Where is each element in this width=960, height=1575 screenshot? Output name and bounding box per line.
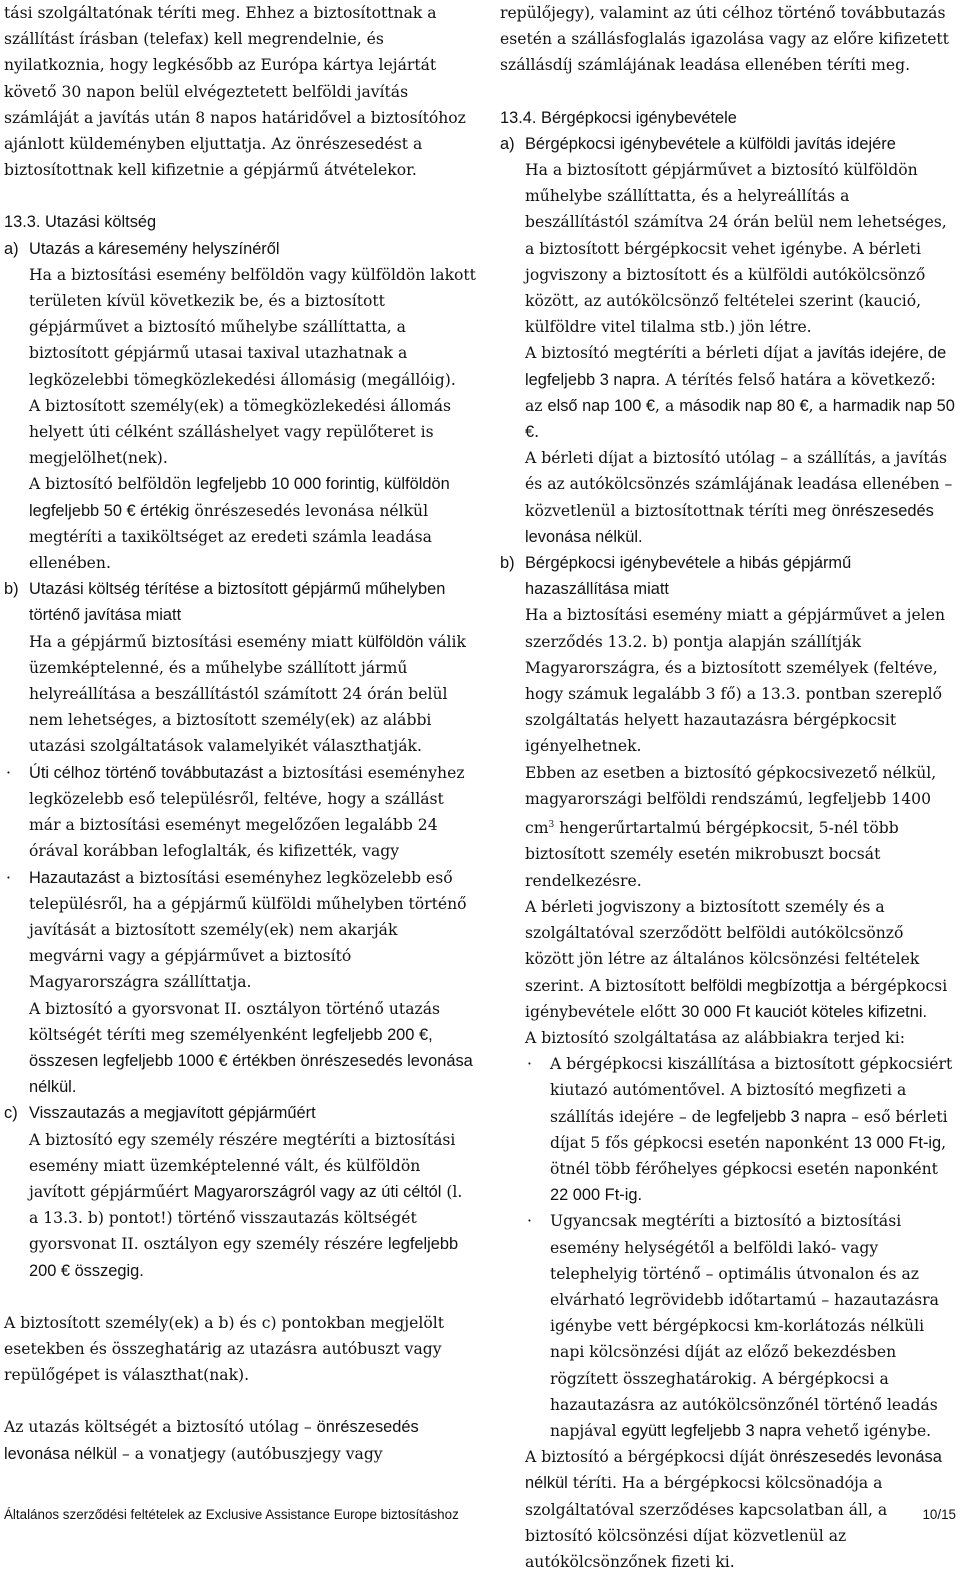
bullet-icon: · [527, 1212, 532, 1231]
item-b-label: b) [500, 554, 515, 573]
item-b-paragraph-1: Ha a gépjármű biztosítási esemény miatt külföldön válik üzemképtelenné, és a műhelybe szállított jármű helyreállítása a beszállítástól számított 24 órán belül nem lehetséges, a biztosított személy(ek) az alábbi utazási szolgáltatások valamelyikét választhatják. [29, 632, 466, 756]
item-b [500, 550, 956, 1051]
bullet-icon: · [6, 868, 11, 887]
right-intro-paragraph: repülőjegy), valamint az úti célhoz történő továbbutazás esetén a szállásfoglalás igazolása vagy az előre kifizetett szállásdíj számlájának leadása ellenében téríti meg. [500, 4, 949, 75]
item-b [4, 576, 476, 759]
item-b-paragraph-3: A bérleti jogviszony a biztosított személy és a szolgáltatóval szerződött belföldi autókölcsönző között jön létre az általános kölcsönzési feltételek szerint. A biztosított belföldi megbízottja a bérgépkocsi igénybevétele előtt 30 000 Ft kauciót köteles kifizetni. [525, 897, 948, 1021]
item-c-title: Visszautazás a megjavított gépjárműért [29, 1104, 316, 1123]
page-number: 10/15 [922, 1507, 956, 1522]
item-a-title: Utazás a káresemény helyszínéről [29, 239, 280, 258]
section-13-3-title: 13.3. Utazási költség [4, 213, 157, 232]
item-b-paragraph-2: A biztosító a gyorsvonat II. osztályon történő utazás költségét téríti meg személyenként legfeljebb 200 €, összesen legfeljebb 1000 € értékben önrészesedés levonása nélkül. [29, 999, 473, 1097]
item-a-label: a) [4, 239, 19, 258]
item-b-paragraph-2: Ebben az esetben a biztosító gépkocsivezető nélkül, magyarországi belföldi rendszámú, legfeljebb 1400 $cm^3$ hengerűrtartalmú bérgépkocsit, 5-nél több biztosított személy esetén mikrobuszt bocsát rendelkezésre. [525, 763, 937, 890]
right-end-paragraph: A biztosító a bérgépkocsi díját önrészesedés levonása nélkül téríti. Ha a bérgépkocsi kölcsönadója a szolgáltatóval szerződéses kapcsolatban áll, a biztosító kölcsönzési díjat közvetlenül az autókölcsönzőnek fizeti ki. [525, 1448, 942, 1571]
item-a-label: a) [500, 134, 515, 153]
bullet-car-delivery: · A bérgépkocsi kiszállítása a biztosított gépkocsiért kiutazó autómentővel. A biztosító megfizeti a szállítás idejére – de legfeljebb 3 napra – eső bérleti díjat 5 fős gépkocsi esetén naponként 13 000 Ft-ig, ötnél több férőhelyes gépkocsi esetén naponként 22 000 Ft-ig. [525, 1051, 956, 1208]
item-b-paragraph-4: A biztosító szolgáltatása az alábbiakra terjed ki: [525, 1028, 905, 1047]
item-a-paragraph-3: A bérleti díjat a biztosító utólag – a szállítás, a javítás és az autókölcsönzés számlájának leadása ellenében – közvetlenül a biztosítottnak téríti meg önrészesedés levonása nélkül. [525, 449, 953, 546]
bullet-rental-fee: · Ugyancsak megtéríti a biztosító a biztosítási esemény helységétől a belföldi lakó- vagy telephelyig történő – optimális útvonalon és az elvárható legrövidebb időtartamú – hazautazásra igénybe vett bérgépkocsi km-korlátozás nélküli napi kölcsönzési díját az előző bekezdésben rögzített összeghatárokig. A bérgépkocsi a hazautazásra az autókölcsönzőnél történő leadás napjával együtt legfeljebb 3 napra vehető igénybe. [525, 1208, 956, 1444]
item-a-paragraph-1: Ha a biztosítási esemény belföldön vagy külföldön lakott területen kívül következik be, és a biztosított gépjárművet a biztosító műhelybe szállíttatta, a biztosított gépjármű utasai taxival utazhatnak a legközelebbi tömegközlekedési állomásig (megállóig). [29, 265, 476, 389]
left-end-paragraph-1: A biztosított személy(ek) a b) és c) pontokban megjelölt esetekben és összeghatárig az utazásra autóbuszt vagy repülőgépet is választhat(nak). [4, 1313, 444, 1385]
bullet-icon: · [527, 1055, 532, 1074]
bullet-home-travel: · Hazautazást a biztosítási eseményhez legközelebb eső településről, ha a gépjármű külföldi műhelyben történő javítását a biztosított személy(ek) nem akarják megvárni vagy a gépjárművet a biztosító Magyarországra szállíttatja. [4, 865, 476, 996]
item-b-title: Bérgépkocsi igénybevétele a hibás gépjármű hazaszállítása miatt [525, 554, 852, 599]
item-b-paragraph-1: Ha a biztosítási esemény miatt a gépjárművet a jelen szerződés 13.2. b) pontja alapján szállítják Magyarországra, és a biztosított személyek (feltéve, hogy számuk legalább 3 fő) a 13.3. pontban szereplő szolgáltatás helyett hazautazásra bérgépkocsit igényelhetnek. [525, 606, 945, 756]
page-footer [4, 1507, 956, 1522]
item-a-paragraph-2: A biztosító megtéríti a bérleti díjat a javítás idejére, de legfeljebb 3 napra. A térítés felső határa a következő: az első nap 100 €, a második nap 80 €, a harmadik nap 50 €. [525, 344, 955, 442]
left-column [4, 0, 476, 1467]
bullet-icon: · [6, 763, 11, 782]
item-c [4, 1100, 476, 1283]
left-end-paragraph-2: Az utazás költségét a biztosító utólag – önrészesedés levonása nélkül – a vonatjegy (autóbuszjegy vagy [4, 1418, 419, 1463]
item-b-label: b) [4, 580, 19, 599]
item-c-label: c) [4, 1104, 18, 1123]
right-column [500, 0, 956, 1575]
section-13-4-title: 13.4. Bérgépkocsi igénybevétele [500, 108, 737, 127]
item-a-paragraph-1: Ha a biztosított gépjárművet a biztosító külföldön műhelybe szállíttatta, és a helyreállítás a beszállítástól számítva 24 órán belül nem lehetséges, a biztosított bérgépkocsit vehet igénybe. A bérleti jogviszony a biztosított és a külföldi autókölcsönző között, az autókölcsönző feltételei szerint (kaució, külföldre vitel tilalma stb.) jön létre. [525, 161, 947, 337]
left-intro-paragraph: tási szolgáltatónak téríti meg. Ehhez a biztosítottnak a szállítást írásban (telefax) kell megrendelnie, és nyilatkoznia, hogy legkésőbb az Európa kártya lejártát követő 30 napon belül elvégeztetett belföldi javítás számláját a javítás után 8 napos határidővel a biztosítóhoz ajánlott küldeményben eljuttatja. Az önrészesedést a biztosítottnak kell kifizetnie a gépjármű átvételekor. [4, 4, 466, 180]
right-bullets [500, 1051, 956, 1444]
item-a-paragraph-2: A biztosított személy(ek) a tömegközlekedési állomás helyett úti célként szálláshelyet vagy repülőteret is megjelölhet(nek). [29, 396, 452, 468]
item-a-title: Bérgépkocsi igénybevétele a külföldi javítás idejére [525, 134, 896, 153]
bullet-continue-travel: · Úti célhoz történő továbbutazást a biztosítási eseményhez legközelebb eső településről, feltéve, hogy a szállást már a biztosítási eseményt megelőzően legalább 24 órával korábban lefoglalták, és kifizették, vagy [4, 760, 476, 865]
footer-title: Általános szerződési feltételek az Exclusive Assistance Europe biztosításhoz [4, 1507, 459, 1522]
item-a [500, 131, 956, 550]
item-c-paragraph-1: A biztosító egy személy részére megtéríti a biztosítási esemény miatt üzemképtelenné vált, és külföldön javított gépjárműért Magyarországról vagy az úti céltól (l. a 13.3. b) pontot!) történő visszautazás költségét gyorsvonat II. osztályon egy személy részére legfeljebb 200 € összegig. [29, 1130, 463, 1280]
item-a-paragraph-3: A biztosító belföldön legfeljebb 10 000 forintig, külföldön legfeljebb 50 € értékig önrészesedés levonása nélkül megtéríti a taxiköltséget az eredeti számla leadása ellenében. [29, 475, 450, 573]
item-a [4, 236, 476, 577]
item-b-title: Utazási költség térítése a biztosított gépjármű műhelyben történő javítása miatt [29, 580, 446, 625]
